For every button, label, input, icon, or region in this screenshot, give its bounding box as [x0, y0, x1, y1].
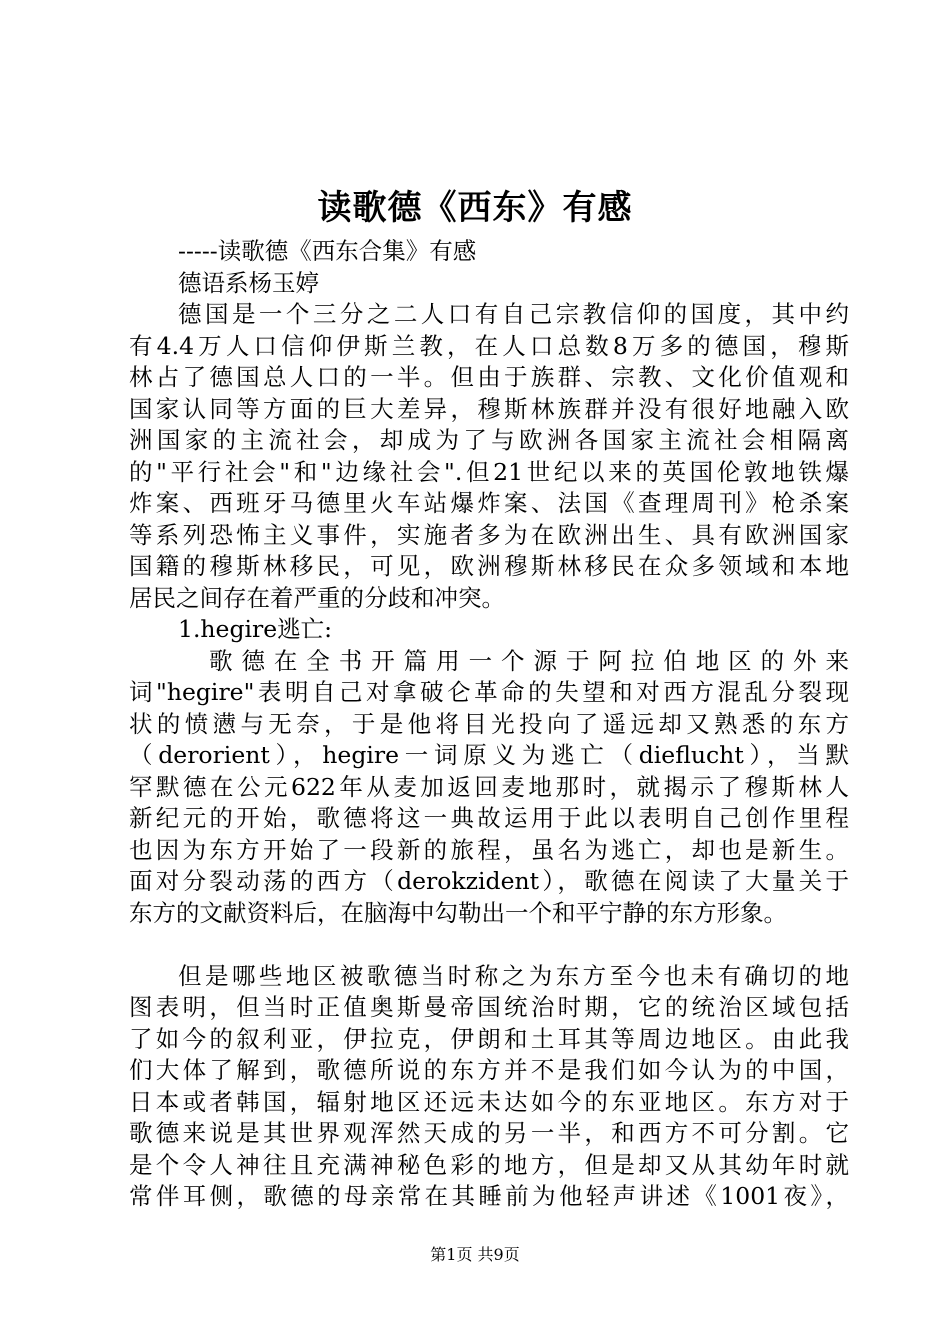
paragraph-line: 歌德来说是其世界观浑然天成的另一半，和西方不可分割。它 — [129, 1119, 849, 1147]
paragraph-line: 炸案、西班牙马德里火车站爆炸案、法国《查理周刊》枪杀案 — [129, 489, 849, 517]
paragraph-line: 也因为东方开始了一段新的旅程，虽名为逃亡，却也是新生。 — [129, 835, 849, 864]
paragraph-line: 是个令人神往且充满神秘色彩的地方，但是却又从其幼年时就 — [129, 1150, 849, 1179]
paragraph-line: 词"hegire"表明自己对拿破仑革命的失望和对西方混乱分裂现 — [129, 678, 849, 706]
paragraph-line: 日本或者韩国，辐射地区还远未达如今的东亚地区。东方对于 — [129, 1087, 849, 1116]
document-body — [129, 236, 849, 1213]
document-author: 德语系杨玉婷 — [178, 268, 319, 297]
section-heading: 1.hegire逃亡: — [178, 615, 333, 643]
paragraph-line: 图表明，但当时正值奥斯曼帝国统治时期，它的统治区域包括 — [129, 993, 849, 1021]
paragraph-3 — [129, 961, 849, 1213]
paragraph-line: 居民之间存在着严重的分歧和冲突。 — [129, 583, 505, 612]
paragraph-line: 们大体了解到，歌德所说的东方并不是我们如今认为的中国， — [129, 1056, 849, 1084]
document-title: 读歌德《西东》有感 — [317, 188, 633, 228]
paragraph-line: 但是哪些地区被歌德当时称之为东方至今也未有确切的地 — [178, 961, 849, 990]
paragraph-line: 歌德在全书开篇用一个源于阿拉伯地区的外来 — [209, 646, 849, 675]
paragraph-line: 新纪元的开始，歌德将这一典故运用于此以表明自己创作里程 — [129, 804, 849, 832]
paragraph-line: 国籍的穆斯林移民，可见，欧洲穆斯林移民在众多领域和本地 — [129, 552, 849, 580]
paragraph-line: 面对分裂动荡的西方（derokzident），歌德在阅读了大量关于 — [129, 867, 849, 895]
paragraph-line: 常伴耳侧，歌德的母亲常在其睡前为他轻声讲述《1001夜》， — [129, 1182, 849, 1210]
paragraph-line: 国家认同等方面的巨大差异，穆斯林族群并没有很好地融入欧 — [129, 394, 849, 423]
paragraph-2 — [129, 646, 849, 930]
paragraph-spacer — [129, 929, 849, 961]
paragraph-1 — [129, 299, 849, 614]
document-subtitle: -----读歌德《西东合集》有感 — [178, 237, 477, 265]
paragraph-line: 了如今的叙利亚，伊拉克，伊朗和土耳其等周边地区。由此我 — [129, 1024, 849, 1053]
paragraph-line: 德国是一个三分之二人口有自己宗教信仰的国度，其中约 — [178, 300, 849, 328]
paragraph-line: 等系列恐怖主义事件，实施者多为在欧洲出生、具有欧洲国家 — [129, 520, 849, 549]
paragraph-line: 林占了德国总人口的一半。但由于族群、宗教、文化价值观和 — [129, 363, 849, 391]
paragraph-line: （derorient），hegire一词原义为逃亡（dieflucht），当默 — [129, 741, 849, 769]
paragraph-line: 有4.4万人口信仰伊斯兰教，在人口总数8万多的德国，穆斯 — [129, 331, 849, 360]
paragraph-line: 洲国家的主流社会，却成为了与欧洲各国家主流社会相隔离 — [129, 426, 849, 454]
paragraph-line: 的"平行社会"和"边缘社会".但21世纪以来的英国伦敦地铁爆 — [129, 457, 849, 486]
paragraph-line: 罕默德在公元622年从麦加返回麦地那时，就揭示了穆斯林人 — [129, 772, 849, 801]
paragraph-line: 状的愤懑与无奈，于是他将目光投向了遥远却又熟悉的东方 — [129, 709, 849, 738]
page-number-footer: 第1页 共9页 — [430, 1245, 520, 1264]
paragraph-line: 东方的文献资料后，在脑海中勾勒出一个和平宁静的东方形象。 — [129, 898, 787, 927]
